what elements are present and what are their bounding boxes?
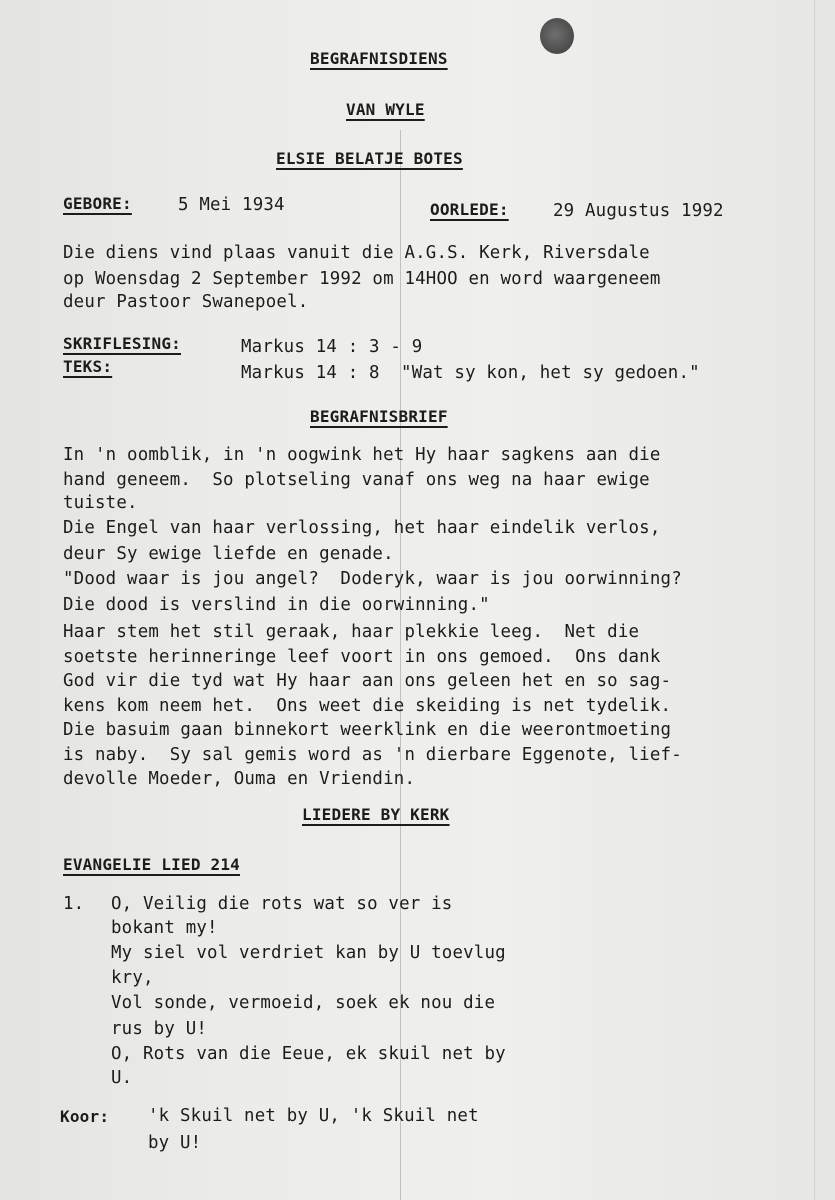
- letter-title: BEGRAFNISBRIEF: [310, 407, 448, 426]
- verse-line: bokant my!: [111, 918, 218, 938]
- letter-line: Die dood is verslind in die oorwinning.": [63, 595, 490, 615]
- skriflesing-value: Markus 14 : 3 - 9: [241, 337, 423, 357]
- teks-value: Markus 14 : 8 "Wat sy kon, het sy gedoen.": [241, 363, 700, 383]
- verse-line: Vol sonde, vermoeid, soek ek nou die: [111, 993, 496, 1013]
- letter-line: God vir die tyd wat Hy haar aan ons geleen het en so sag-: [63, 671, 672, 691]
- songs-title: LIEDERE BY KERK: [302, 805, 450, 824]
- letter-line: devolle Moeder, Ouma en Vriendin.: [63, 769, 416, 789]
- service-line: op Woensdag 2 September 1992 om 14HOO en word waargeneem: [63, 269, 661, 289]
- gebore-value: 5 Mei 1934: [178, 195, 285, 215]
- verse-line: My siel vol verdriet kan by U toevlug: [111, 943, 506, 963]
- verse-number: 1.: [63, 894, 85, 914]
- letter-line: Haar stem het stil geraak, haar plekkie leeg. Net die: [63, 622, 640, 642]
- verse-line: O, Veilig die rots wat so ver is: [111, 894, 453, 914]
- van-wyle-heading: VAN WYLE: [346, 100, 425, 119]
- koor-line: by U!: [148, 1133, 202, 1153]
- letter-line: hand geneem. So plotseling vanaf ons weg na haar ewige: [63, 470, 650, 490]
- letter-line: deur Sy ewige liefde en genade.: [63, 544, 394, 564]
- letter-line: soetste herinneringe leef voort in ons gemoed. Ons dank: [63, 647, 661, 667]
- letter-line: tuiste.: [63, 493, 138, 513]
- punch-hole: [540, 18, 574, 54]
- letter-line: kens kom neem het. Ons weet die skeiding is net tydelik.: [63, 696, 672, 716]
- skriflesing-label: SKRIFLESING:: [63, 334, 181, 353]
- hymn-title: EVANGELIE LIED 214: [63, 855, 240, 874]
- teks-label: TEKS:: [63, 357, 113, 376]
- service-line: Die diens vind plaas vanuit die A.G.S. Kerk, Riversdale: [63, 243, 650, 263]
- page-edge: [814, 0, 815, 1200]
- oorlede-value: 29 Augustus 1992: [553, 201, 724, 221]
- oorlede-label: OORLEDE:: [430, 200, 509, 219]
- gebore-label: GEBORE:: [63, 194, 132, 213]
- letter-line: Die basuim gaan binnekort weerklink en die weerontmoeting: [63, 720, 672, 740]
- letter-line: Die Engel van haar verlossing, het haar eindelik verlos,: [63, 518, 661, 538]
- letter-line: is naby. Sy sal gemis word as 'n dierbare Eggenote, lief-: [63, 745, 682, 765]
- service-line: deur Pastoor Swanepoel.: [63, 292, 309, 312]
- document-title: BEGRAFNISDIENS: [310, 49, 448, 68]
- koor-label: Koor:: [60, 1107, 110, 1126]
- letter-line: "Dood waar is jou angel? Doderyk, waar is jou oorwinning?: [63, 569, 682, 589]
- verse-line: kry,: [111, 968, 154, 988]
- verse-line: rus by U!: [111, 1019, 208, 1039]
- letter-line: In 'n oomblik, in 'n oogwink het Hy haar sagkens aan die: [63, 445, 661, 465]
- koor-line: 'k Skuil net by U, 'k Skuil net: [148, 1106, 479, 1126]
- verse-line: O, Rots van die Eeue, ek skuil net by: [111, 1044, 506, 1064]
- verse-line: U.: [111, 1068, 133, 1088]
- deceased-name: ELSIE BELATJE BOTES: [276, 149, 463, 168]
